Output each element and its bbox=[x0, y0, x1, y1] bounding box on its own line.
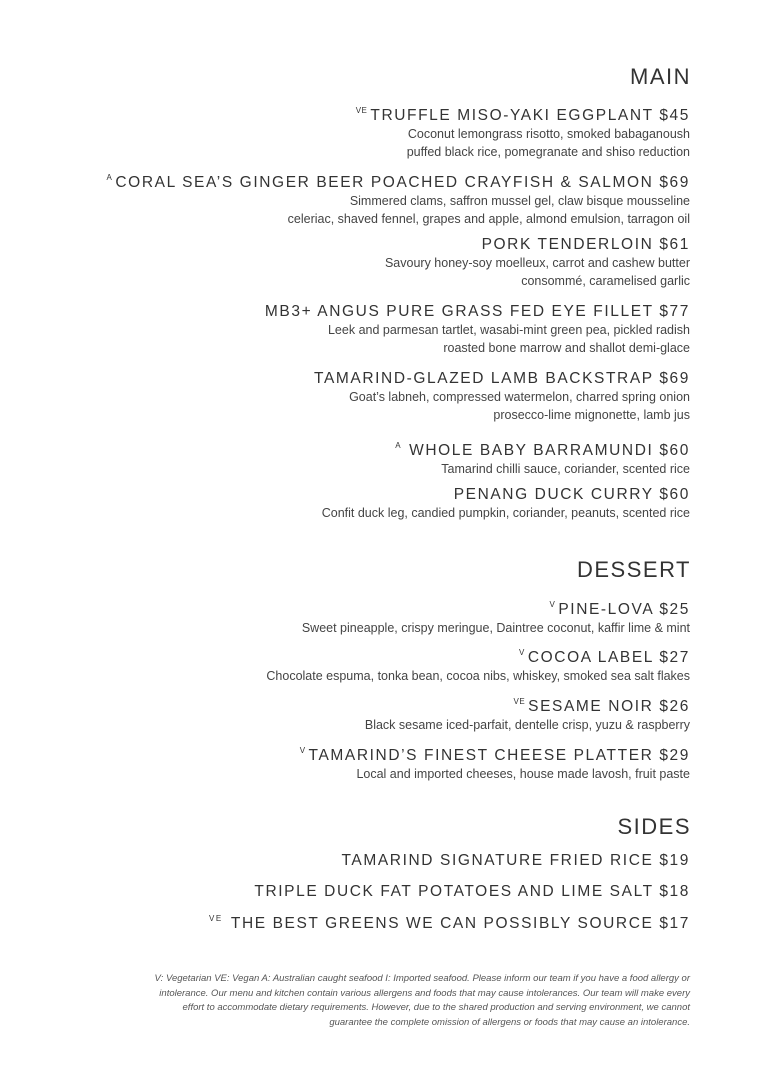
item-description: Chocolate espuma, tonka bean, cocoa nibs, whiskey, smoked sea salt flakes bbox=[266, 669, 690, 683]
item-description: Coconut lemongrass risotto, smoked babaganoush bbox=[407, 127, 690, 141]
section-title-main: MAIN bbox=[630, 64, 691, 89]
disclaimer-line: guarantee the complete omission of allergens or foods that may cause an intolerance. bbox=[329, 1016, 690, 1028]
item-name: $^V$ PINE-LOVA $25 bbox=[549, 600, 690, 618]
item-description: Black sesame iced-parfait, dentelle crisp, yuzu & raspberry bbox=[364, 718, 690, 732]
menu-item bbox=[365, 692, 690, 735]
diet-tag: V bbox=[299, 746, 306, 755]
item-name: $^V$ COCOA LABEL $27 bbox=[519, 648, 690, 666]
diet-tag: A bbox=[106, 173, 113, 182]
item-name: $^{VE}$ TRUFFLE MISO-YAKI EGGPLANT $45 bbox=[355, 106, 690, 124]
side-item: TRIPLE DUCK FAT POTATOES AND LIME SALT $18 bbox=[254, 883, 690, 900]
menu-item bbox=[266, 643, 690, 686]
diet-tag: V bbox=[549, 600, 556, 609]
menu-item bbox=[322, 485, 690, 523]
section-title-dessert: DESSERT bbox=[576, 557, 691, 582]
side-item: $^{VE}$ THE BEST GREENS WE CAN POSSIBLY SOURCE $17 bbox=[209, 914, 690, 932]
diet-tag: V bbox=[519, 648, 525, 657]
item-description: roasted bone marrow and shallot demi-glace bbox=[443, 340, 690, 355]
item-description: celeriac, shaved fennel, grapes and apple, almond emulsion, tarragon oil bbox=[287, 211, 690, 226]
item-description: Local and imported cheeses, house made lavosh, fruit paste bbox=[356, 767, 690, 781]
diet-tag: VE bbox=[355, 106, 368, 115]
diet-tag: VE bbox=[209, 914, 223, 923]
diet-tag: VE bbox=[513, 697, 526, 706]
item-description: prosecco-lime mignonette, lamb jus bbox=[493, 407, 690, 422]
item-name: PENANG DUCK CURRY $60 bbox=[453, 486, 690, 503]
item-description: consommé, caramelised garlic bbox=[521, 273, 690, 288]
side-item: TAMARIND SIGNATURE FRIED RICE $19 bbox=[341, 852, 690, 869]
item-name: $^{VE}$ SESAME NOIR $26 bbox=[513, 697, 690, 715]
item-description: Sweet pineapple, crispy meringue, Daintree coconut, kaffir lime & mint bbox=[301, 621, 690, 635]
item-name: $^A$ WHOLE BABY BARRAMUNDI $60 bbox=[395, 441, 690, 459]
menu-item bbox=[302, 595, 690, 638]
menu-item bbox=[314, 369, 690, 424]
item-name: MB3+ ANGUS PURE GRASS FED EYE FILLET $77 bbox=[264, 303, 690, 320]
item-name: $^V$ TAMARIND’S FINEST CHEESE PLATTER $29 bbox=[299, 746, 690, 764]
menu-item bbox=[395, 436, 690, 479]
disclaimer-line: effort to accommodate dietary requirements. However, due to the shared production and serving environment, we cannot bbox=[182, 1002, 690, 1013]
disclaimer-line: V: Vegetarian VE: Vegan A: Australian caught seafood I: Imported seafood. Please inform our team if you have a food allergy or bbox=[154, 973, 690, 984]
item-description: puffed black rice, pomegranate and shiso reduction bbox=[406, 144, 690, 159]
item-description: Confit duck leg, candied pumpkin, coriander, peanuts, scented rice bbox=[321, 506, 690, 520]
item-description: Leek and parmesan tartlet, wasabi-mint green pea, pickled radish bbox=[327, 323, 690, 337]
menu-item bbox=[385, 235, 690, 290]
allergen-disclaimer bbox=[50, 972, 690, 1030]
item-description: Simmered clams, saffron mussel gel, claw bisque mousseline bbox=[349, 194, 690, 208]
item-description: Savoury honey-soy moelleux, carrot and cashew butter bbox=[384, 256, 690, 270]
menu-item bbox=[356, 101, 690, 161]
section-title-sides: SIDES bbox=[617, 814, 691, 839]
menu-item bbox=[265, 302, 690, 357]
item-description: Goat’s labneh, compressed watermelon, charred spring onion bbox=[349, 390, 690, 404]
item-name: $^A$ CORAL SEA’S GINGER BEER POACHED CRAYFISH & SALMON $69 bbox=[106, 173, 690, 191]
item-name: TAMARIND-GLAZED LAMB BACKSTRAP $69 bbox=[314, 370, 690, 387]
disclaimer-line: intolerance. Our menu and kitchen contain various allergens and foods that may cause intolerances. Our team will make every bbox=[159, 987, 690, 999]
item-name: PORK TENDERLOIN $61 bbox=[481, 236, 690, 253]
item-description: Tamarind chilli sauce, coriander, scented rice bbox=[441, 462, 690, 476]
menu-item bbox=[107, 168, 690, 228]
diet-tag: A bbox=[395, 441, 402, 450]
menu-item bbox=[300, 741, 690, 784]
